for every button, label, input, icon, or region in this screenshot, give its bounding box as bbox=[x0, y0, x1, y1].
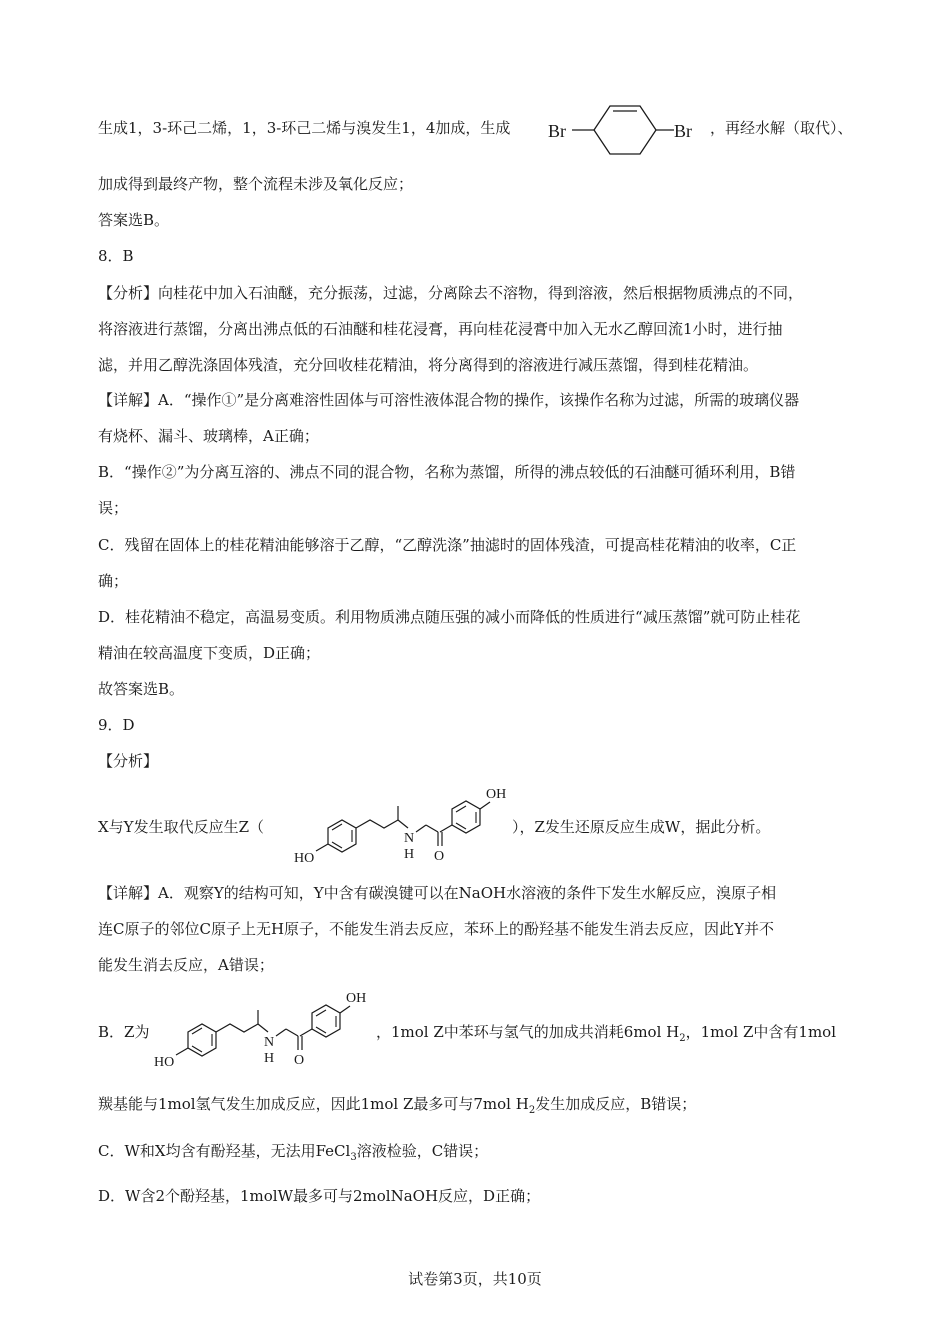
compound-z-structure-icon-2 bbox=[150, 984, 380, 1072]
text-line-25: C．W和X均含有酚羟基，无法用FeCl$_3$溶液检验，C错误； bbox=[98, 1142, 489, 1163]
text-line-9: 有烧杯、漏斗、玻璃棒，A正确； bbox=[98, 427, 319, 445]
text-line-19-tail: ），Z发生还原反应生成W，据此分析。 bbox=[512, 818, 771, 836]
page-footer: 试卷第3页，共10页 bbox=[408, 1270, 542, 1288]
text-line-3: 答案选B。 bbox=[98, 211, 170, 229]
cyclohexene-dibromide-structure-icon bbox=[548, 98, 708, 160]
text-line-14: D．桂花精油不稳定，高温易变质。利用物质沸点随压强的减小而降低的性质进行“减压蒸馏”就可防止桂花 bbox=[98, 608, 801, 626]
oh-label: OH bbox=[346, 991, 367, 1006]
text-line-21: 连C原子的邻位C原子上无H原子，不能发生消去反应，苯环上的酚羟基不能发生消去反应，因此Y并不 bbox=[98, 920, 774, 938]
text-line-22: 能发生消去反应，A错误； bbox=[98, 956, 274, 974]
h-label: H bbox=[404, 847, 415, 862]
text-line-5: 【分析】向桂花中加入石油醚，充分振荡，过滤，分离除去不溶物，得到溶液，然后根据物质沸点的不同， bbox=[98, 284, 804, 302]
text-line-13: 确； bbox=[98, 572, 129, 590]
n-label: N bbox=[404, 831, 415, 846]
text-line-8: 【详解】A．“操作①”是分离难溶性固体与可溶性液体混合物的操作，该操作名称为过滤，所需的玻璃仪器 bbox=[98, 391, 800, 409]
h-label: H bbox=[264, 1051, 275, 1066]
text-line-18: 【分析】 bbox=[98, 752, 159, 770]
text-line-16: 故答案选B。 bbox=[98, 680, 185, 698]
text-line-11: 误； bbox=[98, 499, 129, 517]
text-line-23-tail: ，1mol Z中苯环与氢气的加成共消耗6mol $H_2$，1mol Z中含有1mol bbox=[376, 1023, 836, 1044]
o-label: O bbox=[294, 1053, 305, 1068]
oh-label: OH bbox=[486, 787, 507, 802]
text-line-24: 羰基能与1mol氢气发生加成反应，因此1mol Z最多可与7mol $H_2$发生加成反应，B错误； bbox=[98, 1095, 697, 1116]
text-line-15: 精油在较高温度下变质，D正确； bbox=[98, 644, 321, 662]
text-line-12: C．残留在固体上的桂花精油能够溶于乙醇，“乙醇洗涤”抽滤时的固体残渣，可提高桂花精油的收率，C正 bbox=[98, 536, 797, 554]
text-line-23-head: B．Z为 bbox=[98, 1023, 150, 1041]
text-line-20: 【详解】A．观察Y的结构可知，Y中含有碳溴键可以在NaOH水溶液的条件下发生水解反应，溴原子相 bbox=[98, 884, 777, 902]
text-line-1-tail: ，再经水解（取代）、 bbox=[710, 119, 853, 137]
br-left-label: Br bbox=[548, 121, 566, 141]
ho-label: HO bbox=[154, 1055, 175, 1070]
text-line-26: D．W含2个酚羟基，1molW最多可与2molNaOH反应，D正确； bbox=[98, 1187, 541, 1205]
text-line-2: 加成得到最终产物，整个流程未涉及氧化反应； bbox=[98, 175, 414, 193]
ho-label: HO bbox=[294, 851, 315, 866]
question-9-answer: 9．D bbox=[98, 716, 135, 734]
text-line-7: 滤，并用乙醇洗涤固体残渣，充分回收桂花精油，将分离得到的溶液进行减压蒸馏，得到桂花精油。 bbox=[98, 356, 759, 374]
text-line-1: 生成1，3-环己二烯，1，3-环己二烯与溴发生1，4加成，生成 bbox=[98, 119, 511, 137]
n-label: N bbox=[264, 1035, 275, 1050]
o-label: O bbox=[434, 849, 445, 864]
question-8-answer: 8．B bbox=[98, 247, 134, 265]
text-line-6: 将溶液进行蒸馏，分离出沸点低的石油醚和桂花浸膏，再向桂花浸膏中加入无水乙醇回流1小时，进行抽 bbox=[98, 320, 783, 338]
br-right-label: Br bbox=[674, 121, 692, 141]
text-line-10: B．“操作②”为分离互溶的、沸点不同的混合物，名称为蒸馏，所得的沸点较低的石油醚可循环利用，B错 bbox=[98, 463, 796, 481]
text-line-19-head: X与Y发生取代反应生Z（ bbox=[98, 818, 265, 836]
compound-z-structure-icon bbox=[290, 780, 520, 868]
